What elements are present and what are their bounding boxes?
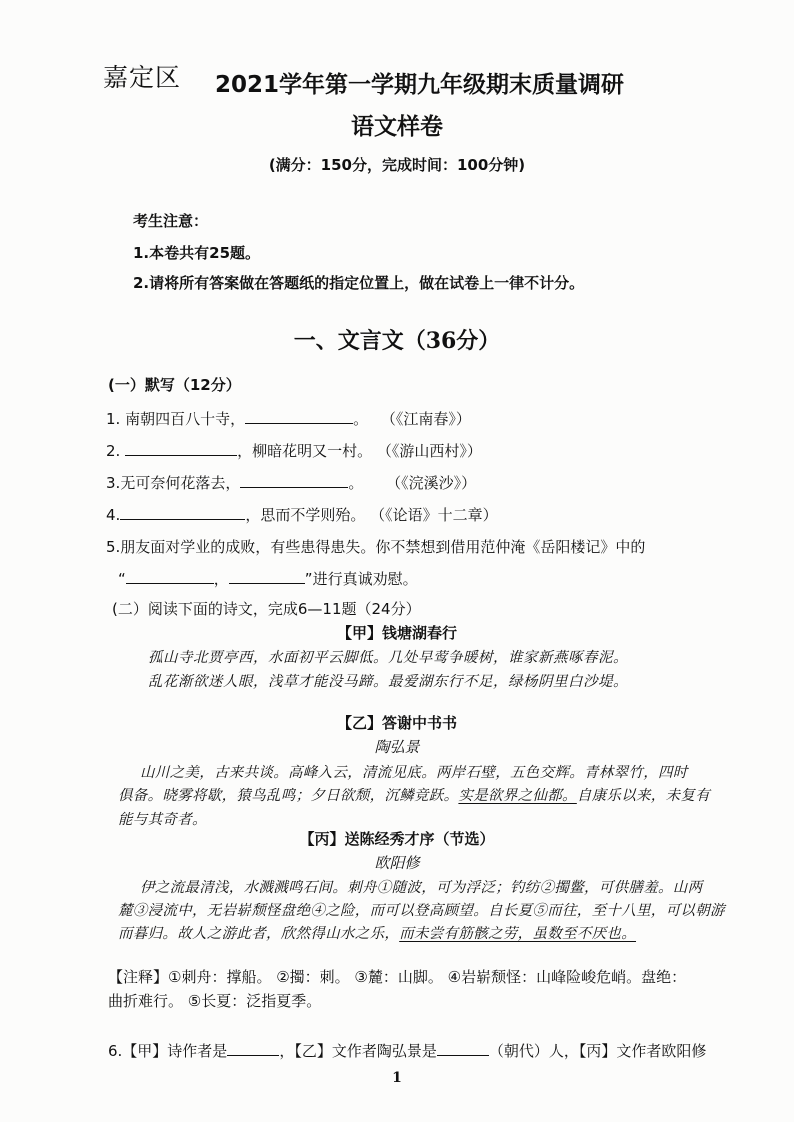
- answer-blank[interactable]: [229, 569, 305, 584]
- poem-jia-line-1: 孤山寺北贾亭西，水面初平云脚低。几处早莺争暖树，谁家新燕啄春泥。: [148, 650, 628, 666]
- question-source: （《浣溪沙》）: [386, 474, 477, 492]
- text-bing-author: 欧阳修: [374, 854, 420, 872]
- text-yi-title: 【乙】答谢中书书: [336, 714, 457, 732]
- annotation-line-1: 【注释】①刺舟：撑船。 ②擉：刺。 ③麓：山脚。 ④岩崭颓怪：山峰险峻危峭。盘绝：: [108, 968, 687, 986]
- question-5-line1: 5.朋友面对学业的成败，有些患得患失。你不禁想到借用范仲淹《岳阳楼记》中的: [106, 538, 646, 556]
- question-number: 2.: [106, 442, 121, 460]
- question-number: 4.: [106, 506, 121, 524]
- question-3: [106, 472, 476, 493]
- question-text: ，柳暗花明又一村。: [237, 442, 373, 460]
- notice-item-2: 2.请将所有答案做在答题纸的指定位置上，做在试卷上一律不计分。: [133, 274, 585, 292]
- answer-blank[interactable]: [125, 441, 237, 456]
- question-text: 南朝四百八十寺，: [125, 410, 246, 428]
- answer-blank[interactable]: [120, 505, 245, 520]
- section-title: 一、文言文（36分）: [293, 328, 501, 354]
- district-label: 嘉定区: [103, 63, 182, 92]
- exam-subtitle: 语文样卷: [351, 114, 443, 140]
- notice-heading: 考生注意：: [133, 212, 209, 230]
- notice-item-1: 1.本卷共有25题。: [133, 244, 261, 262]
- question-number: 1.: [106, 410, 121, 428]
- underlined-sentence: 而未尝有筋骸之劳，虽数至不厌也。: [399, 926, 637, 942]
- question-source: （《江南春》）: [380, 410, 471, 428]
- underlined-sentence: 实是欲界之仙都。: [458, 788, 577, 804]
- answer-blank[interactable]: [437, 1041, 489, 1056]
- question-source: （《论语》十二章）: [370, 506, 498, 524]
- text-yi-line-2: 俱备。晓雾将歇，猿鸟乱鸣；夕日欲颓，沉鳞竞跃。实是欲界之仙都。自康乐以来，未复有: [118, 788, 711, 804]
- score-time-line: (满分：150分，完成时间：100分钟): [268, 156, 526, 174]
- poem-jia-title: 【甲】钱塘湖春行: [336, 624, 457, 642]
- part2-title: (二）阅读下面的诗文，完成6—11题（24分）: [112, 600, 421, 618]
- question-source: （《游山西村》）: [376, 442, 482, 460]
- text-bing-line-2: 麓③浸流中，无岩崭颓怪盘绝④之险，而可以登高顾望。自长夏⑤而往，至十八里，可以朝游: [118, 903, 725, 919]
- question-text: 无可奈何花落去，: [120, 474, 241, 492]
- question-6: 6.【甲】诗作者是 ，【乙】文作者陶弘景是 （朝代）人，【丙】文作者欧阳修: [108, 1042, 707, 1060]
- text-yi-line-3: 能与其奇者。: [118, 812, 207, 828]
- question-number: 3.: [106, 474, 121, 492]
- answer-blank[interactable]: [227, 1041, 279, 1056]
- part1-title: (一）默写（12分）: [108, 376, 241, 394]
- poem-jia-line-2: 乱花渐欲迷人眼，浅草才能没马蹄。最爱湖东行不足，绿杨阴里白沙堤。: [148, 674, 628, 690]
- question-4: [106, 504, 498, 525]
- text-bing-line-1: 伊之流最清浅，水溅溅鸣石间。刺舟①随波，可为浮泛；钓纺②擉鳖，可供膳羞。山两: [140, 880, 703, 896]
- exam-title: 2021学年第一学期九年级期末质量调研: [215, 72, 625, 98]
- text-bing-line-3: 而暮归。故人之游此者，欣然得山水之乐，而未尝有筋骸之劳，虽数至不厌也。: [118, 926, 637, 942]
- answer-blank[interactable]: [126, 569, 214, 584]
- text-yi-line-1: 山川之美，古来共谈。高峰入云，清流见底。两岸石壁，五色交辉。青林翠竹，四时: [140, 765, 688, 781]
- page-number: 1: [392, 1070, 402, 1086]
- question-end: 。: [353, 410, 369, 428]
- answer-blank[interactable]: [240, 473, 348, 488]
- question-2: [106, 440, 482, 461]
- text-bing-title: 【丙】送陈经秀才序（节选）: [299, 830, 495, 848]
- question-5-line2: [118, 568, 418, 589]
- question-end: 。: [348, 474, 364, 492]
- question-text: ，思而不学则殆。: [245, 506, 366, 524]
- question-1: [106, 408, 471, 429]
- question-text: ”进行真诚劝慰。: [304, 570, 418, 588]
- comma: ，: [213, 570, 229, 588]
- open-quote: “: [118, 570, 126, 588]
- answer-blank[interactable]: [245, 409, 353, 424]
- text-yi-author: 陶弘景: [374, 738, 420, 756]
- annotation-line-2: 曲折难行。 ⑤长夏：泛指夏季。: [108, 992, 322, 1010]
